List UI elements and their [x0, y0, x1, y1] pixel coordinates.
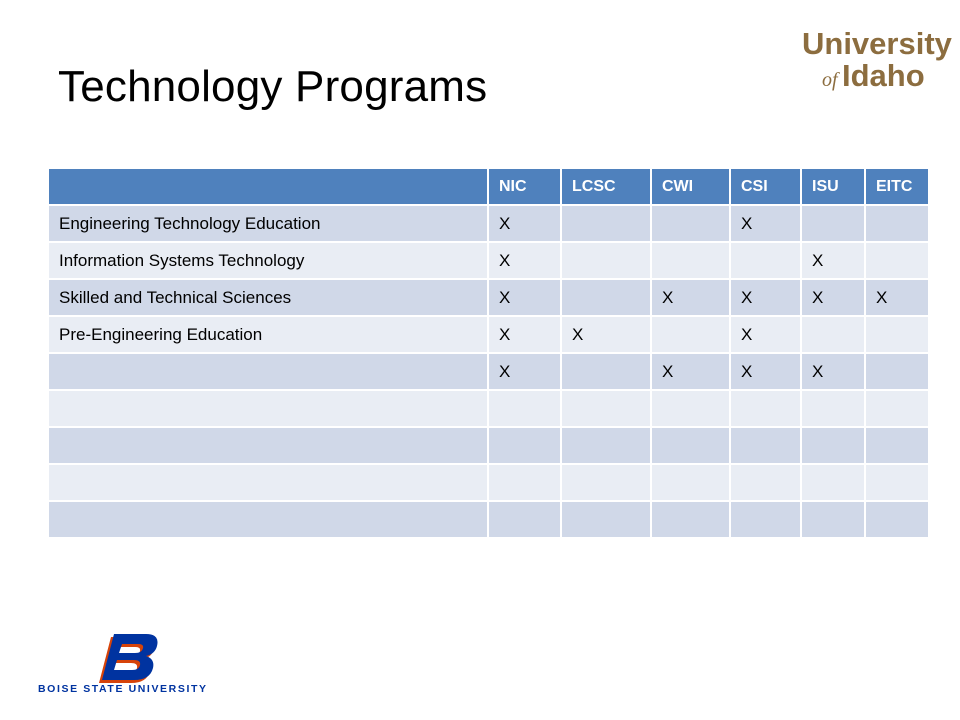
mark-cell	[561, 205, 651, 242]
table-row	[48, 427, 929, 464]
program-name-cell	[48, 390, 488, 427]
mark-cell	[488, 464, 561, 501]
program-name-cell: Information Systems Technology	[48, 242, 488, 279]
table-row	[48, 353, 929, 390]
boise-state-logo	[36, 632, 226, 694]
mark-cell	[561, 464, 651, 501]
mark-cell: X	[801, 353, 865, 390]
mark-cell	[865, 242, 929, 279]
mark-cell	[865, 501, 929, 538]
mark-cell	[561, 242, 651, 279]
mark-cell: X	[801, 279, 865, 316]
program-name-cell	[48, 464, 488, 501]
mark-cell	[801, 205, 865, 242]
table-row	[48, 501, 929, 538]
mark-cell	[651, 205, 730, 242]
mark-cell: X	[488, 353, 561, 390]
mark-cell	[730, 242, 801, 279]
mark-cell: X	[488, 279, 561, 316]
header-cell-nic: NIC	[488, 168, 561, 205]
mark-cell: X	[651, 353, 730, 390]
header-cell-isu: ISU	[801, 168, 865, 205]
mark-cell: X	[730, 205, 801, 242]
mark-cell: X	[801, 242, 865, 279]
mark-cell	[561, 501, 651, 538]
program-name-cell	[48, 427, 488, 464]
mark-cell	[801, 316, 865, 353]
mark-cell	[488, 390, 561, 427]
mark-cell	[561, 390, 651, 427]
mark-cell: X	[488, 205, 561, 242]
ui-logo-line1: University	[802, 26, 952, 61]
program-name-cell: Skilled and Technical Sciences	[48, 279, 488, 316]
ui-logo-of: of	[822, 69, 838, 91]
header-cell-lcsc: LCSC	[561, 168, 651, 205]
table-row	[48, 279, 929, 316]
header-cell-cwi: CWI	[651, 168, 730, 205]
boise-state-b-mark	[99, 634, 158, 683]
mark-cell: X	[488, 316, 561, 353]
mark-cell	[730, 427, 801, 464]
header-cell-csi: CSI	[730, 168, 801, 205]
mark-cell: X	[561, 316, 651, 353]
mark-cell	[651, 316, 730, 353]
mark-cell: X	[730, 316, 801, 353]
mark-cell	[561, 279, 651, 316]
mark-cell	[865, 316, 929, 353]
header-cell-blank	[48, 168, 488, 205]
mark-cell	[865, 464, 929, 501]
ui-logo-line2: Idaho	[842, 58, 925, 93]
mark-cell	[801, 501, 865, 538]
mark-cell	[651, 242, 730, 279]
mark-cell	[730, 390, 801, 427]
mark-cell	[561, 353, 651, 390]
mark-cell	[865, 353, 929, 390]
header-cell-eitc: EITC	[865, 168, 929, 205]
mark-cell: X	[651, 279, 730, 316]
table-header-row	[48, 168, 929, 205]
mark-cell: X	[488, 242, 561, 279]
table-body	[48, 205, 929, 538]
mark-cell: X	[865, 279, 929, 316]
university-of-idaho-logo	[800, 26, 952, 94]
table-row	[48, 316, 929, 353]
program-name-cell: Engineering Technology Education	[48, 205, 488, 242]
table-row	[48, 205, 929, 242]
boise-state-wordmark: BOISE STATE UNIVERSITY	[38, 683, 208, 694]
table-row	[48, 464, 929, 501]
table-row	[48, 242, 929, 279]
mark-cell: X	[730, 279, 801, 316]
mark-cell	[488, 427, 561, 464]
mark-cell	[488, 501, 561, 538]
slide-title: Technology Programs	[58, 62, 488, 111]
table-row	[48, 390, 929, 427]
program-name-cell	[48, 501, 488, 538]
mark-cell	[730, 501, 801, 538]
mark-cell	[865, 390, 929, 427]
mark-cell	[865, 205, 929, 242]
mark-cell	[801, 464, 865, 501]
mark-cell	[651, 427, 730, 464]
mark-cell	[865, 427, 929, 464]
mark-cell	[651, 390, 730, 427]
mark-cell: X	[730, 353, 801, 390]
mark-cell	[801, 427, 865, 464]
programs-table	[47, 167, 930, 539]
table-header	[48, 168, 929, 205]
program-name-cell	[48, 353, 488, 390]
mark-cell	[801, 390, 865, 427]
mark-cell	[651, 464, 730, 501]
program-name-cell: Pre-Engineering Education	[48, 316, 488, 353]
mark-cell	[651, 501, 730, 538]
mark-cell	[561, 427, 651, 464]
mark-cell	[730, 464, 801, 501]
